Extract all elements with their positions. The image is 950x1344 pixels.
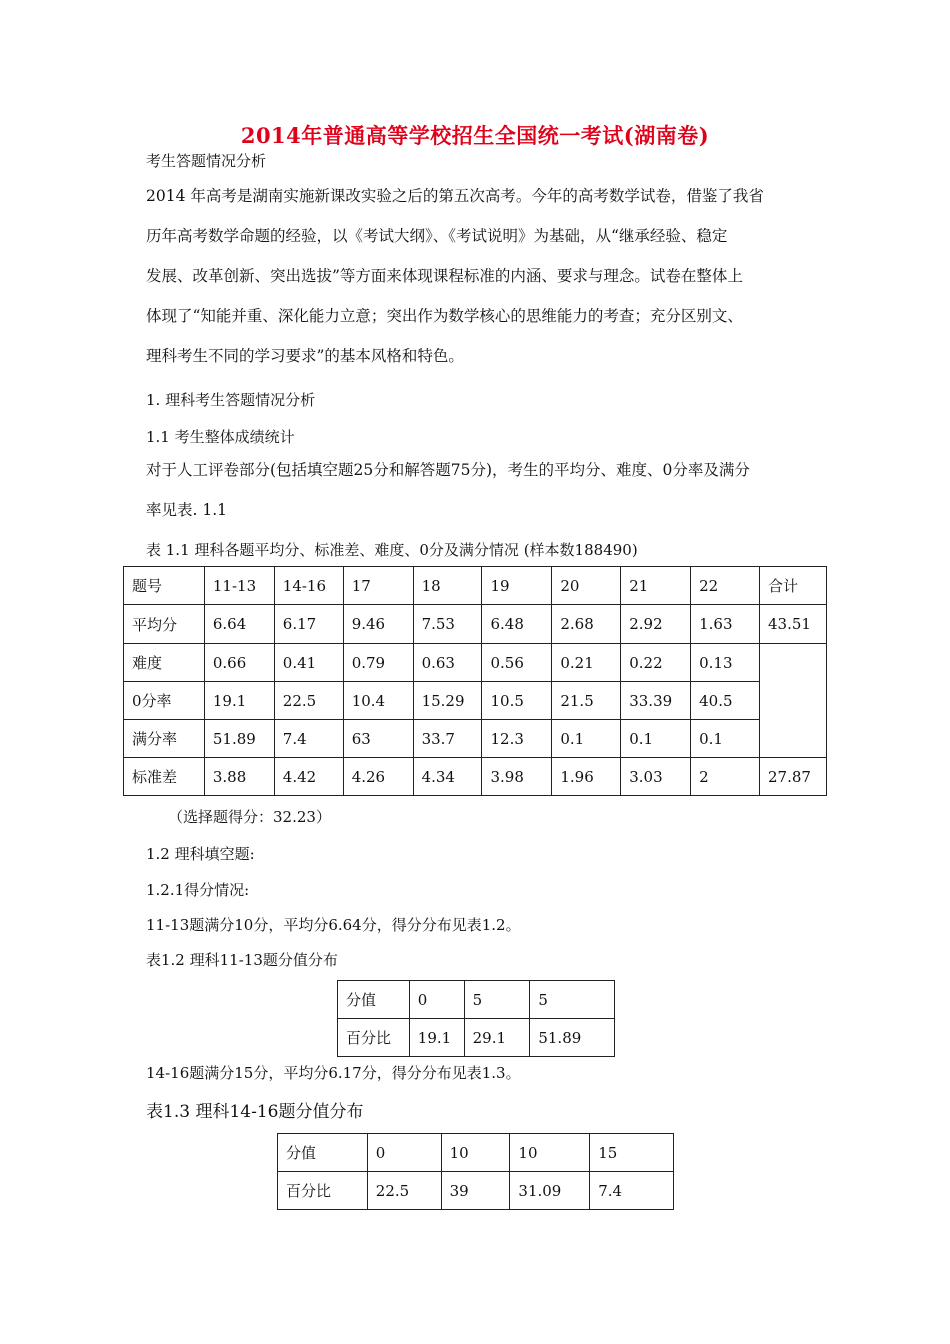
table-cell: 难度 [124,644,205,682]
table-cell: 0.41 [274,644,343,682]
table-caption: 表1.3 理科14-16题分值分布 [146,1102,364,1122]
table-cell: 0.21 [552,644,621,682]
table-cell: 51.89 [530,1019,615,1057]
intro-line: 历年高考数学命题的经验，以《考试大纲》、《考试说明》为基础，从“继承经验、稳定 [146,227,728,245]
table-row [338,981,615,1019]
table-cell: 22.5 [367,1172,441,1210]
table-cell: 11-13 [204,567,274,605]
table-cell: 19.1 [409,1019,464,1057]
table-cell: 43.51 [760,605,827,644]
table-caption: 表1.2 理科11-13题分值分布 [146,951,338,969]
table-cell: 2.92 [621,605,691,644]
table-cell: 14-16 [274,567,343,605]
table-cell: 17 [343,567,413,605]
paragraph-line: 对于人工评卷部分(包括填空题25分和解答题75分)，考生的平均分、难度、0分率及满分 [146,461,750,479]
intro-line: 理科考生不同的学习要求”的基本风格和特色。 [146,347,464,365]
table-cell: 0 [409,981,464,1019]
table-cell: 19.1 [204,682,274,720]
intro-line: 发展、改革创新、突出选拔”等方面来体现课程标准的内涵、要求与理念。试卷在整体上 [146,267,743,285]
merged-empty-cell [760,644,827,758]
table-cell: 2.68 [552,605,621,644]
table-row [278,1134,674,1172]
table-cell: 7.4 [590,1172,674,1210]
table-cell: 12.3 [482,720,552,758]
table-cell: 39 [441,1172,510,1210]
table-cell: 15.29 [413,682,482,720]
table-cell: 百分比 [338,1019,410,1057]
table-cell: 合计 [760,567,827,605]
table-cell: 1.96 [552,758,621,796]
document-title: 2014年普通高等学校招生全国统一考试(湖南卷) [240,123,710,148]
distribution-table-14-16 [277,1133,674,1210]
paragraph-line: 14-16题满分15分，平均分6.17分，得分分布见表1.3。 [146,1064,521,1082]
section-heading: 1.2.1得分情况: [146,881,250,899]
document-subtitle: 考生答题情况分析 [146,152,267,170]
section-heading: 1.2 理科填空题: [146,845,255,863]
table-cell: 33.39 [621,682,691,720]
table-cell: 5 [464,981,530,1019]
table-cell: 1.63 [691,605,760,644]
section-heading: 1.1 考生整体成绩统计 [146,428,295,446]
section-heading: 1. 理科考生答题情况分析 [146,391,316,409]
table-row [278,1172,674,1210]
table-cell: 0 [367,1134,441,1172]
table-cell: 3.03 [621,758,691,796]
table-cell: 标准差 [124,758,205,796]
table-cell: 4.34 [413,758,482,796]
table-row [124,682,827,720]
table-cell: 6.48 [482,605,552,644]
table-cell: 22.5 [274,682,343,720]
table-cell: 19 [482,567,552,605]
table-caption: 表 1.1 理科各题平均分、标准差、难度、0分及满分情况 (样本数188490) [146,541,638,559]
table-cell: 0.79 [343,644,413,682]
table-cell: 0.1 [621,720,691,758]
intro-line: 体现了“知能并重、深化能力立意；突出作为数学核心的思维能力的考查；充分区别文、 [146,307,743,325]
table-cell: 平均分 [124,605,205,644]
table-cell: 3.88 [204,758,274,796]
table-cell: 0.1 [552,720,621,758]
table-row [124,758,827,796]
section-paragraph [146,450,814,530]
table-cell: 0.66 [204,644,274,682]
table-cell: 6.17 [274,605,343,644]
table-cell: 20 [552,567,621,605]
table-row [338,1019,615,1057]
table-cell: 分值 [278,1134,368,1172]
table-cell: 21 [621,567,691,605]
table-cell: 3.98 [482,758,552,796]
table-cell: 29.1 [464,1019,530,1057]
table-cell: 10 [510,1134,590,1172]
table-row [124,567,827,605]
table-cell: 33.7 [413,720,482,758]
table-cell: 5 [530,981,615,1019]
table-cell: 10 [441,1134,510,1172]
table-cell: 题号 [124,567,205,605]
table-cell: 2 [691,758,760,796]
choice-score-note: （选择题得分：32.23） [168,808,331,826]
table-cell: 31.09 [510,1172,590,1210]
paragraph-line: 率见表. 1.1 [146,501,228,519]
table-cell: 0.22 [621,644,691,682]
table-cell: 6.64 [204,605,274,644]
table-cell: 7.4 [274,720,343,758]
table-cell: 4.26 [343,758,413,796]
table-cell: 51.89 [204,720,274,758]
table-cell: 满分率 [124,720,205,758]
table-cell: 0.63 [413,644,482,682]
table-cell: 18 [413,567,482,605]
table-cell: 21.5 [552,682,621,720]
intro-paragraph [146,176,814,376]
table-cell: 4.42 [274,758,343,796]
table-cell: 百分比 [278,1172,368,1210]
table-cell: 分值 [338,981,410,1019]
table-cell: 0.13 [691,644,760,682]
table-row [124,605,827,644]
table-row [124,644,827,682]
table-cell: 40.5 [691,682,760,720]
table-cell: 10.4 [343,682,413,720]
score-table [123,566,827,796]
table-cell: 0.1 [691,720,760,758]
table-cell: 22 [691,567,760,605]
table-row [124,720,827,758]
table-cell: 27.87 [760,758,827,796]
paragraph-line: 11-13题满分10分，平均分6.64分，得分分布见表1.2。 [146,916,521,934]
table-cell: 0分率 [124,682,205,720]
table-cell: 0.56 [482,644,552,682]
table-cell: 7.53 [413,605,482,644]
table-cell: 9.46 [343,605,413,644]
table-cell: 63 [343,720,413,758]
table-cell: 15 [590,1134,674,1172]
intro-line: 2014 年高考是湖南实施新课改实验之后的第五次高考。今年的高考数学试卷，借鉴了我省 [146,187,764,205]
table-cell: 10.5 [482,682,552,720]
distribution-table-11-13 [337,980,615,1057]
